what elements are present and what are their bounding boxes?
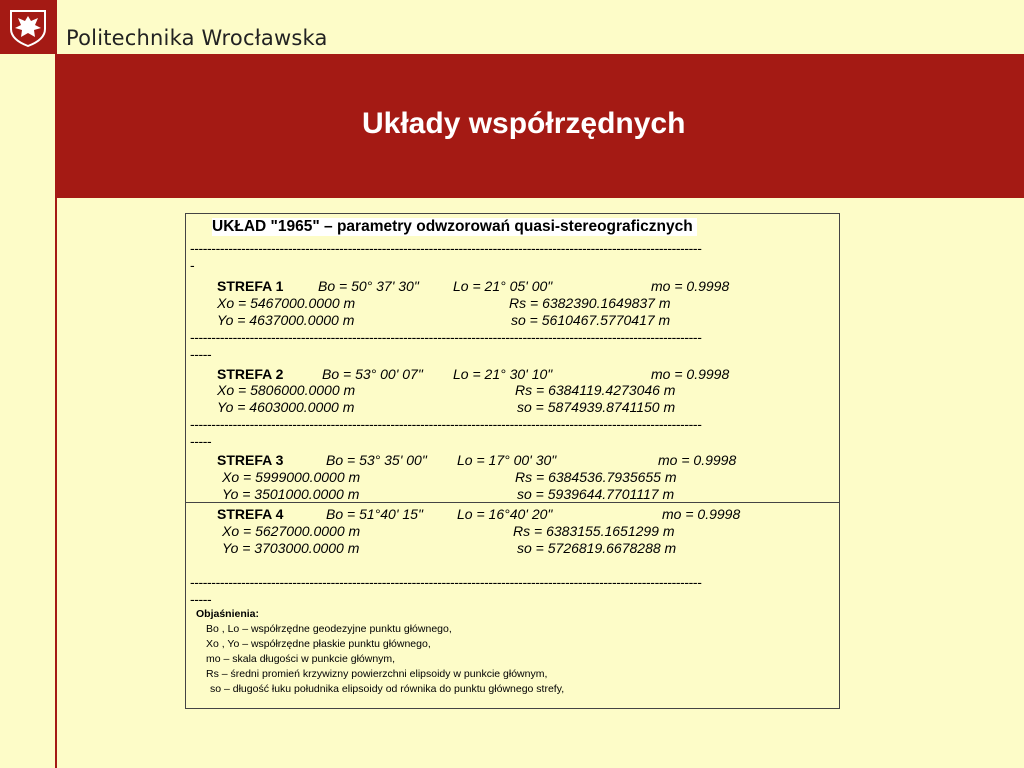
zone-2-label: STREFA 2 — [217, 366, 284, 382]
slide-title: Układy współrzędnych — [362, 107, 686, 140]
logo-box — [0, 0, 56, 54]
zone-2-so: so = 5874939.8741150 m — [517, 399, 676, 415]
note-line: Bo , Lo – współrzędne geodezyjne punktu głównego, — [206, 623, 452, 635]
zone-4-yo: Yo = 3703000.0000 m — [222, 540, 360, 556]
dash-separator-tail: ----- — [190, 434, 212, 448]
note-line: Rs – średni promień krzywizny powierzchni elipsoidy w punkcie głównym, — [206, 668, 548, 680]
zone-1-xo: Xo = 5467000.0000 m — [217, 295, 356, 311]
dash-separator-tail: ----- — [190, 592, 212, 606]
zone-2-bo: Bo = 53° 00' 07" — [322, 366, 423, 382]
doc-title: UKŁAD "1965" – parametry odwzorowań quasi-stereograficznych — [212, 218, 697, 236]
zone-4-mo: mo = 0.9998 — [662, 506, 741, 522]
zone-2-mo: mo = 0.9998 — [651, 366, 730, 382]
note-line: mo – skala długości w punkcie głównym, — [206, 653, 396, 665]
zone-3-mo: mo = 0.9998 — [658, 452, 737, 468]
zone-2-yo: Yo = 4603000.0000 m — [217, 399, 355, 415]
zone-3-label: STREFA 3 — [217, 452, 284, 468]
zone-4-rs: Rs = 6383155.1651299 m — [513, 523, 675, 539]
zone-4-label: STREFA 4 — [217, 506, 284, 522]
zone-4-bo: Bo = 51°40' 15" — [326, 506, 423, 522]
zone-1-mo: mo = 0.9998 — [651, 278, 730, 294]
title-banner — [56, 54, 1024, 198]
zone-4-lo: Lo = 16°40' 20" — [457, 506, 553, 522]
notes-section — [196, 607, 564, 697]
zone-2-rs: Rs = 6384119.4273046 m — [515, 382, 676, 398]
note-line: so – długość łuku południka elipsoidy od równika do punktu głównego strefy, — [210, 683, 565, 695]
dash-separator-tail: ----- — [190, 347, 212, 361]
zone-3-bo: Bo = 53° 35' 00" — [326, 452, 427, 468]
zone-1-rs: Rs = 6382390.1649837 m — [509, 295, 671, 311]
zone-1-lo: Lo = 21° 05' 00" — [453, 278, 553, 294]
zone-1-so: so = 5610467.5770417 m — [511, 312, 671, 328]
zone-3-so: so = 5939644.7701117 m — [517, 486, 675, 502]
zone-3-lo: Lo = 17° 00' 30" — [457, 452, 557, 468]
note-line: Xo , Yo – współrzędne płaskie punktu głównego, — [206, 638, 431, 650]
zone-separator-line — [186, 502, 839, 503]
brand-name: Politechnika Wrocławska — [66, 26, 328, 50]
document-box — [185, 213, 840, 709]
notes-heading: Objaśnienia: — [196, 608, 260, 620]
doc-title-row — [186, 214, 839, 238]
dash-separator: ------------------------------------------------------------------------------------------------------------------------ — [190, 575, 702, 589]
zone-4-so: so = 5726819.6678288 m — [517, 540, 677, 556]
dash-separator-tail: - — [190, 258, 195, 272]
zone-1-yo: Yo = 4637000.0000 m — [217, 312, 355, 328]
zone-4-xo: Xo = 5627000.0000 m — [222, 523, 361, 539]
zone-3-yo: Yo = 3501000.0000 m — [222, 486, 360, 502]
zone-1-label: STREFA 1 — [217, 278, 284, 294]
dash-separator: ------------------------------------------------------------------------------------------------------------------------ — [190, 330, 702, 344]
dash-separator: ------------------------------------------------------------------------------------------------------------------------ — [190, 241, 702, 255]
zone-3-rs: Rs = 6384536.7935655 m — [515, 469, 677, 485]
zone-2-lo: Lo = 21° 30' 10" — [453, 366, 553, 382]
zone-1-bo: Bo = 50° 37' 30" — [318, 278, 419, 294]
eagle-crest-icon — [8, 7, 48, 47]
zone-3-xo: Xo = 5999000.0000 m — [222, 469, 361, 485]
zone-2-xo: Xo = 5806000.0000 m — [217, 382, 356, 398]
dash-separator: ------------------------------------------------------------------------------------------------------------------------ — [190, 417, 702, 431]
